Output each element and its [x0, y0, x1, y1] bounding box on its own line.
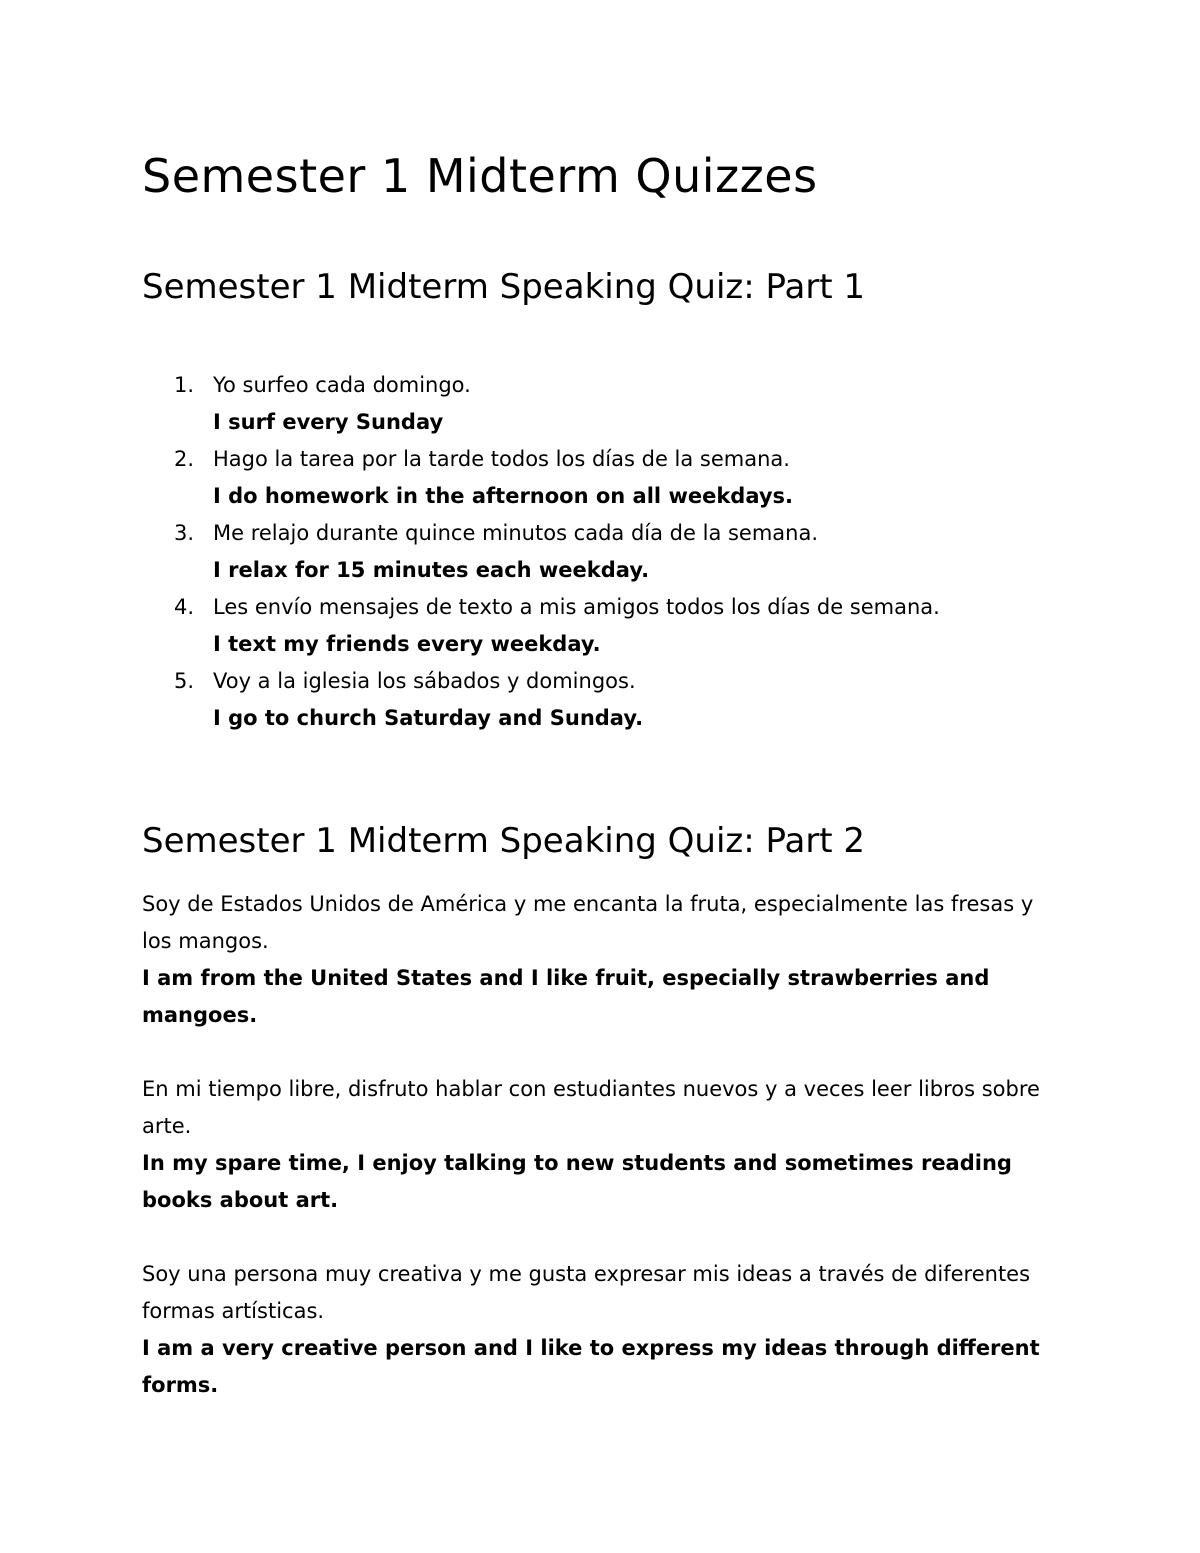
english-translation: I do homework in the afternoon on all weekdays.	[213, 484, 794, 508]
english-translation: I surf every Sunday	[213, 410, 444, 434]
item-number: 3.	[174, 521, 195, 545]
part2-body	[142, 886, 1062, 1441]
spanish-paragraph: Soy una persona muy creativa y me gusta expresar mis ideas a través de diferentes formas artísticas.	[142, 1262, 1031, 1323]
part1-heading: Semester 1 Midterm Speaking Quiz: Part 1	[142, 267, 866, 307]
part1-list	[142, 367, 940, 737]
english-translation: I text my friends every weekday.	[213, 632, 601, 656]
english-paragraph: In my spare time, I enjoy talking to new students and sometimes reading books about art.	[142, 1151, 1012, 1212]
paragraph	[142, 1256, 1062, 1404]
item-number: 2.	[174, 447, 195, 471]
english-paragraph: I am a very creative person and I like to express my ideas through different forms.	[142, 1336, 1040, 1397]
list-item	[142, 515, 940, 589]
spanish-sentence: Les envío mensajes de texto a mis amigos todos los días de semana.	[213, 595, 940, 619]
spanish-sentence: Me relajo durante quince minutos cada día de la semana.	[213, 521, 819, 545]
list-item	[142, 589, 940, 663]
spanish-sentence: Hago la tarea por la tarde todos los días de la semana.	[213, 447, 790, 471]
english-paragraph: I am from the United States and I like fruit, especially strawberries and mangoes.	[142, 966, 990, 1027]
english-translation: I go to church Saturday and Sunday.	[213, 706, 644, 730]
spanish-sentence: Voy a la iglesia los sábados y domingos.	[213, 669, 636, 693]
list-item	[142, 663, 940, 737]
spanish-sentence: Yo surfeo cada domingo.	[213, 373, 471, 397]
item-number: 4.	[174, 595, 195, 619]
list-item	[142, 367, 940, 441]
english-translation: I relax for 15 minutes each weekday.	[213, 558, 650, 582]
spanish-paragraph: En mi tiempo libre, disfruto hablar con estudiantes nuevos y a veces leer libros sobre arte.	[142, 1077, 1040, 1138]
paragraph	[142, 886, 1062, 1034]
document-title: Semester 1 Midterm Quizzes	[142, 149, 818, 203]
item-number: 1.	[174, 373, 195, 397]
item-number: 5.	[174, 669, 195, 693]
spanish-paragraph: Soy de Estados Unidos de América y me encanta la fruta, especialmente las fresas y los mangos.	[142, 892, 1034, 953]
paragraph	[142, 1071, 1062, 1219]
part2-heading: Semester 1 Midterm Speaking Quiz: Part 2	[142, 821, 866, 861]
list-item	[142, 441, 940, 515]
